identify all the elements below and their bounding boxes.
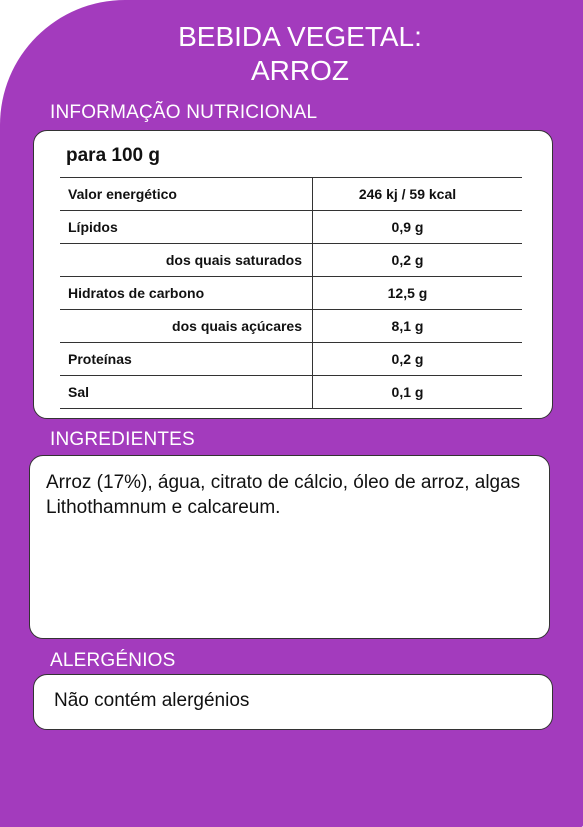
- nutrient-value: 12,5 g: [313, 277, 523, 310]
- table-row: [60, 178, 522, 211]
- ingredients-section-label: INGREDIENTES: [50, 429, 195, 450]
- nutrient-name: Hidratos de carbono: [60, 277, 313, 310]
- nutrition-section-label: INFORMAÇÃO NUTRICIONAL: [50, 102, 318, 123]
- nutrient-value: 8,1 g: [313, 310, 523, 343]
- nutrition-table: [60, 177, 522, 409]
- ingredients-panel: [29, 455, 550, 639]
- table-row: [60, 343, 522, 376]
- table-row: [60, 211, 522, 244]
- nutrient-value: 0,1 g: [313, 376, 523, 409]
- ingredients-text: Arroz (17%), água, citrato de cálcio, óleo de arroz, algas Lithothamnum e calcareum.: [46, 472, 521, 518]
- nutrient-name: Proteínas: [60, 343, 313, 376]
- nutrient-name: Lípidos: [60, 211, 313, 244]
- allergens-section-label: ALERGÉNIOS: [50, 650, 176, 671]
- per-100g-label: para 100 g: [66, 145, 160, 166]
- table-row: [60, 244, 522, 277]
- product-title: [100, 20, 500, 88]
- nutrient-value: 0,2 g: [313, 244, 523, 277]
- allergens-panel: [33, 674, 553, 730]
- table-row: [60, 310, 522, 343]
- nutrient-name: Sal: [60, 376, 313, 409]
- product-title-line1: BEBIDA VEGETAL:: [178, 21, 422, 52]
- nutrient-name: Valor energético: [60, 178, 313, 211]
- product-title-line2: ARROZ: [251, 55, 349, 86]
- nutrient-value: 0,2 g: [313, 343, 523, 376]
- table-row: [60, 376, 522, 409]
- table-row: [60, 277, 522, 310]
- nutrient-subname: dos quais saturados: [60, 244, 313, 277]
- allergens-text: Não contém alergénios: [54, 690, 250, 711]
- nutrient-value: 246 kj / 59 kcal: [313, 178, 523, 211]
- nutrition-panel: [33, 130, 553, 419]
- nutrient-value: 0,9 g: [313, 211, 523, 244]
- nutrient-subname: dos quais açúcares: [60, 310, 313, 343]
